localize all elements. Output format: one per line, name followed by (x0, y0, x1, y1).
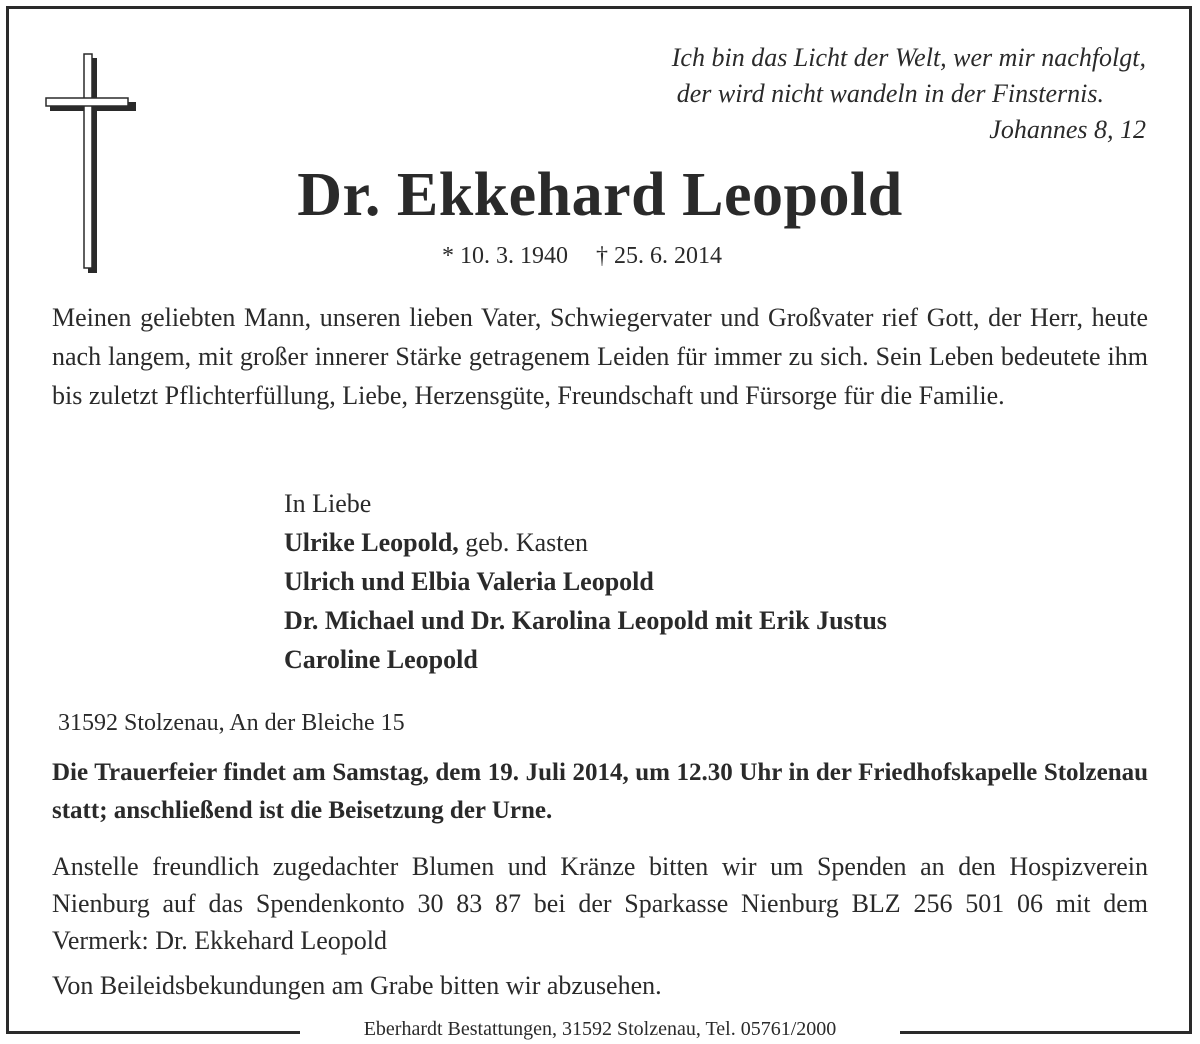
family-member: Caroline Leopold (284, 645, 478, 674)
family-member-spouse (284, 523, 887, 562)
condolence-note: Von Beileidsbekundungen am Grabe bitten wir abzusehen. (52, 971, 662, 1000)
quote-line-2: der wird nicht wandeln in der Finsternis. (676, 79, 1104, 108)
ceremony-paragraph: Die Trauerfeier findet am Samstag, dem 19. Juli 2014, um 12.30 Uhr in der Friedhofskapelle Stolzenau statt; anschließend ist die Beisetzung der Urne. (52, 759, 1148, 824)
family-member: Dr. Michael und Dr. Karolina Leopold mit Erik Justus (284, 606, 887, 635)
family-signatures (284, 484, 887, 679)
life-dates (442, 240, 722, 272)
deceased-name: Dr. Ekkehard Leopold (297, 161, 903, 229)
funeral-home-footer (0, 1016, 1200, 1042)
birth-date: * 10. 3. 1940 (442, 243, 568, 269)
quote-line-1: Ich bin das Licht der Welt, wer mir nachfolgt, (671, 43, 1146, 72)
spouse-maiden-name: geb. Kasten (465, 528, 589, 557)
quote-reference: Johannes 8, 12 (989, 115, 1146, 144)
bible-quote (672, 40, 1146, 148)
death-date: † 25. 6. 2014 (596, 243, 722, 269)
donation-paragraph: Anstelle freundlich zugedachter Blumen und Kränze bitten wir um Spenden an den Hospizverein Nienburg auf das Spendenkonto 30 83 87 bei der Sparkasse Nienburg BLZ 256 501 06 mit dem Vermerk: Dr. Ekkehard Leopold (52, 852, 1148, 955)
intro-paragraph: Meinen geliebten Mann, unseren lieben Vater, Schwiegervater und Großvater rief Gott, der Herr, heute nach langem, mit großer innerer Stärke getragenem Leiden für immer zu sich. Sein Leben bedeutete ihm bis zuletzt Pflichterfüllung, Liebe, Herzensgüte, Freundschaft und Fürsorge für die Familie. (52, 303, 1148, 410)
family-address: 31592 Stolzenau, An der Bleiche 15 (58, 710, 405, 736)
family-heading: In Liebe (284, 489, 372, 518)
spouse-name: Ulrike Leopold, (284, 528, 459, 557)
family-member: Ulrich und Elbia Valeria Leopold (284, 567, 654, 596)
footer-text: Eberhardt Bestattungen, 31592 Stolzenau, Tel. 05761/2000 (352, 1018, 849, 1040)
